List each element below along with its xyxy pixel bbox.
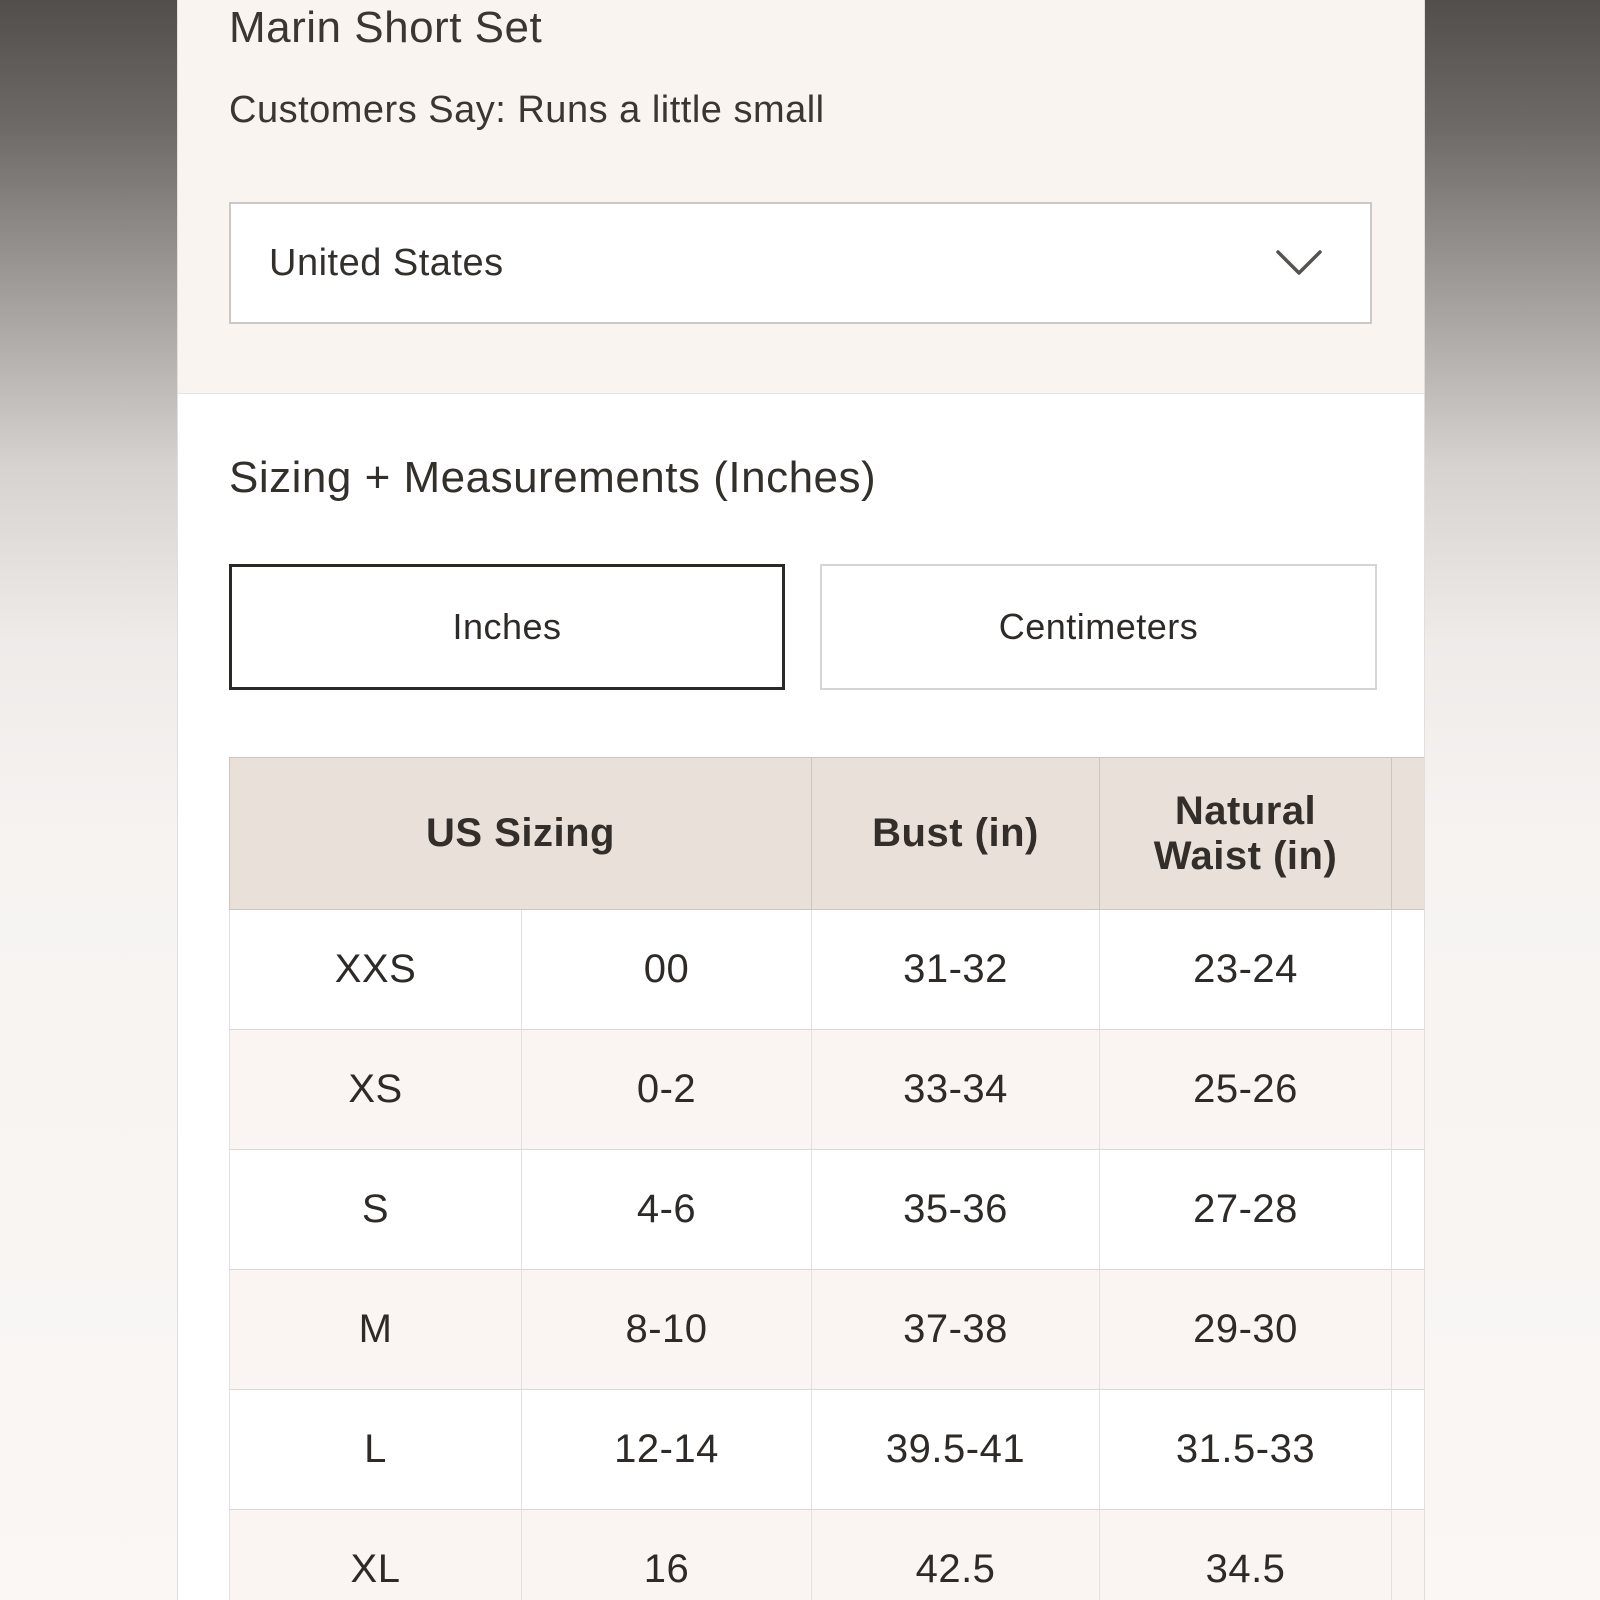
cell-bust: 39.5-41 [812, 1390, 1100, 1510]
size-chart-table [229, 757, 1425, 1600]
cell-bust: 31-32 [812, 910, 1100, 1030]
cell-cutoff [1392, 1510, 1425, 1600]
cell-bust: 33-34 [812, 1030, 1100, 1150]
cell-size: XS [230, 1030, 522, 1150]
header-bust: Bust (in) [812, 758, 1100, 910]
cell-waist: 34.5 [1100, 1510, 1392, 1600]
cell-cutoff [1392, 1150, 1425, 1270]
size-guide-panel [177, 0, 1425, 1600]
size-chart-header [230, 758, 1426, 910]
cell-us: 8-10 [522, 1270, 812, 1390]
cell-waist: 25-26 [1100, 1030, 1392, 1150]
product-header-section [178, 0, 1424, 394]
cell-size: S [230, 1150, 522, 1270]
cell-us: 16 [522, 1510, 812, 1600]
table-row-xl [230, 1510, 1426, 1600]
table-row-xxs [230, 910, 1426, 1030]
product-title: Marin Short Set [229, 3, 543, 52]
header-natural-waist: Natural Waist (in) [1100, 758, 1392, 910]
cell-bust: 35-36 [812, 1150, 1100, 1270]
fit-note: Customers Say: Runs a little small [229, 89, 825, 131]
cell-waist: 29-30 [1100, 1270, 1392, 1390]
sizing-heading: Sizing + Measurements (Inches) [229, 453, 877, 502]
table-row-m [230, 1270, 1426, 1390]
cell-cutoff [1392, 1270, 1425, 1390]
cell-waist: 27-28 [1100, 1150, 1392, 1270]
cell-us: 00 [522, 910, 812, 1030]
table-row-xs [230, 1030, 1426, 1150]
cell-cutoff [1392, 1030, 1425, 1150]
cell-size: XL [230, 1510, 522, 1600]
country-selector[interactable] [229, 202, 1372, 324]
unit-toggle-inches-button[interactable]: Inches [229, 564, 785, 690]
cell-bust: 42.5 [812, 1510, 1100, 1600]
cell-waist: 31.5-33 [1100, 1390, 1392, 1510]
cell-waist: 23-24 [1100, 910, 1392, 1030]
header-cutoff-column [1392, 758, 1425, 910]
cell-size: XXS [230, 910, 522, 1030]
cell-cutoff [1392, 910, 1425, 1030]
country-selector-value: United States [269, 241, 504, 284]
cell-size: M [230, 1270, 522, 1390]
cell-us: 0-2 [522, 1030, 812, 1150]
cell-us: 12-14 [522, 1390, 812, 1510]
header-us-sizing: US Sizing [230, 758, 812, 910]
cell-cutoff [1392, 1390, 1425, 1510]
cell-bust: 37-38 [812, 1270, 1100, 1390]
cell-size: L [230, 1390, 522, 1510]
table-row-l [230, 1390, 1426, 1510]
sizing-section [178, 394, 1424, 1600]
cell-us: 4-6 [522, 1150, 812, 1270]
table-row-s [230, 1150, 1426, 1270]
chevron-down-icon [1276, 250, 1322, 276]
unit-toggle-centimeters-button[interactable]: Centimeters [820, 564, 1377, 690]
